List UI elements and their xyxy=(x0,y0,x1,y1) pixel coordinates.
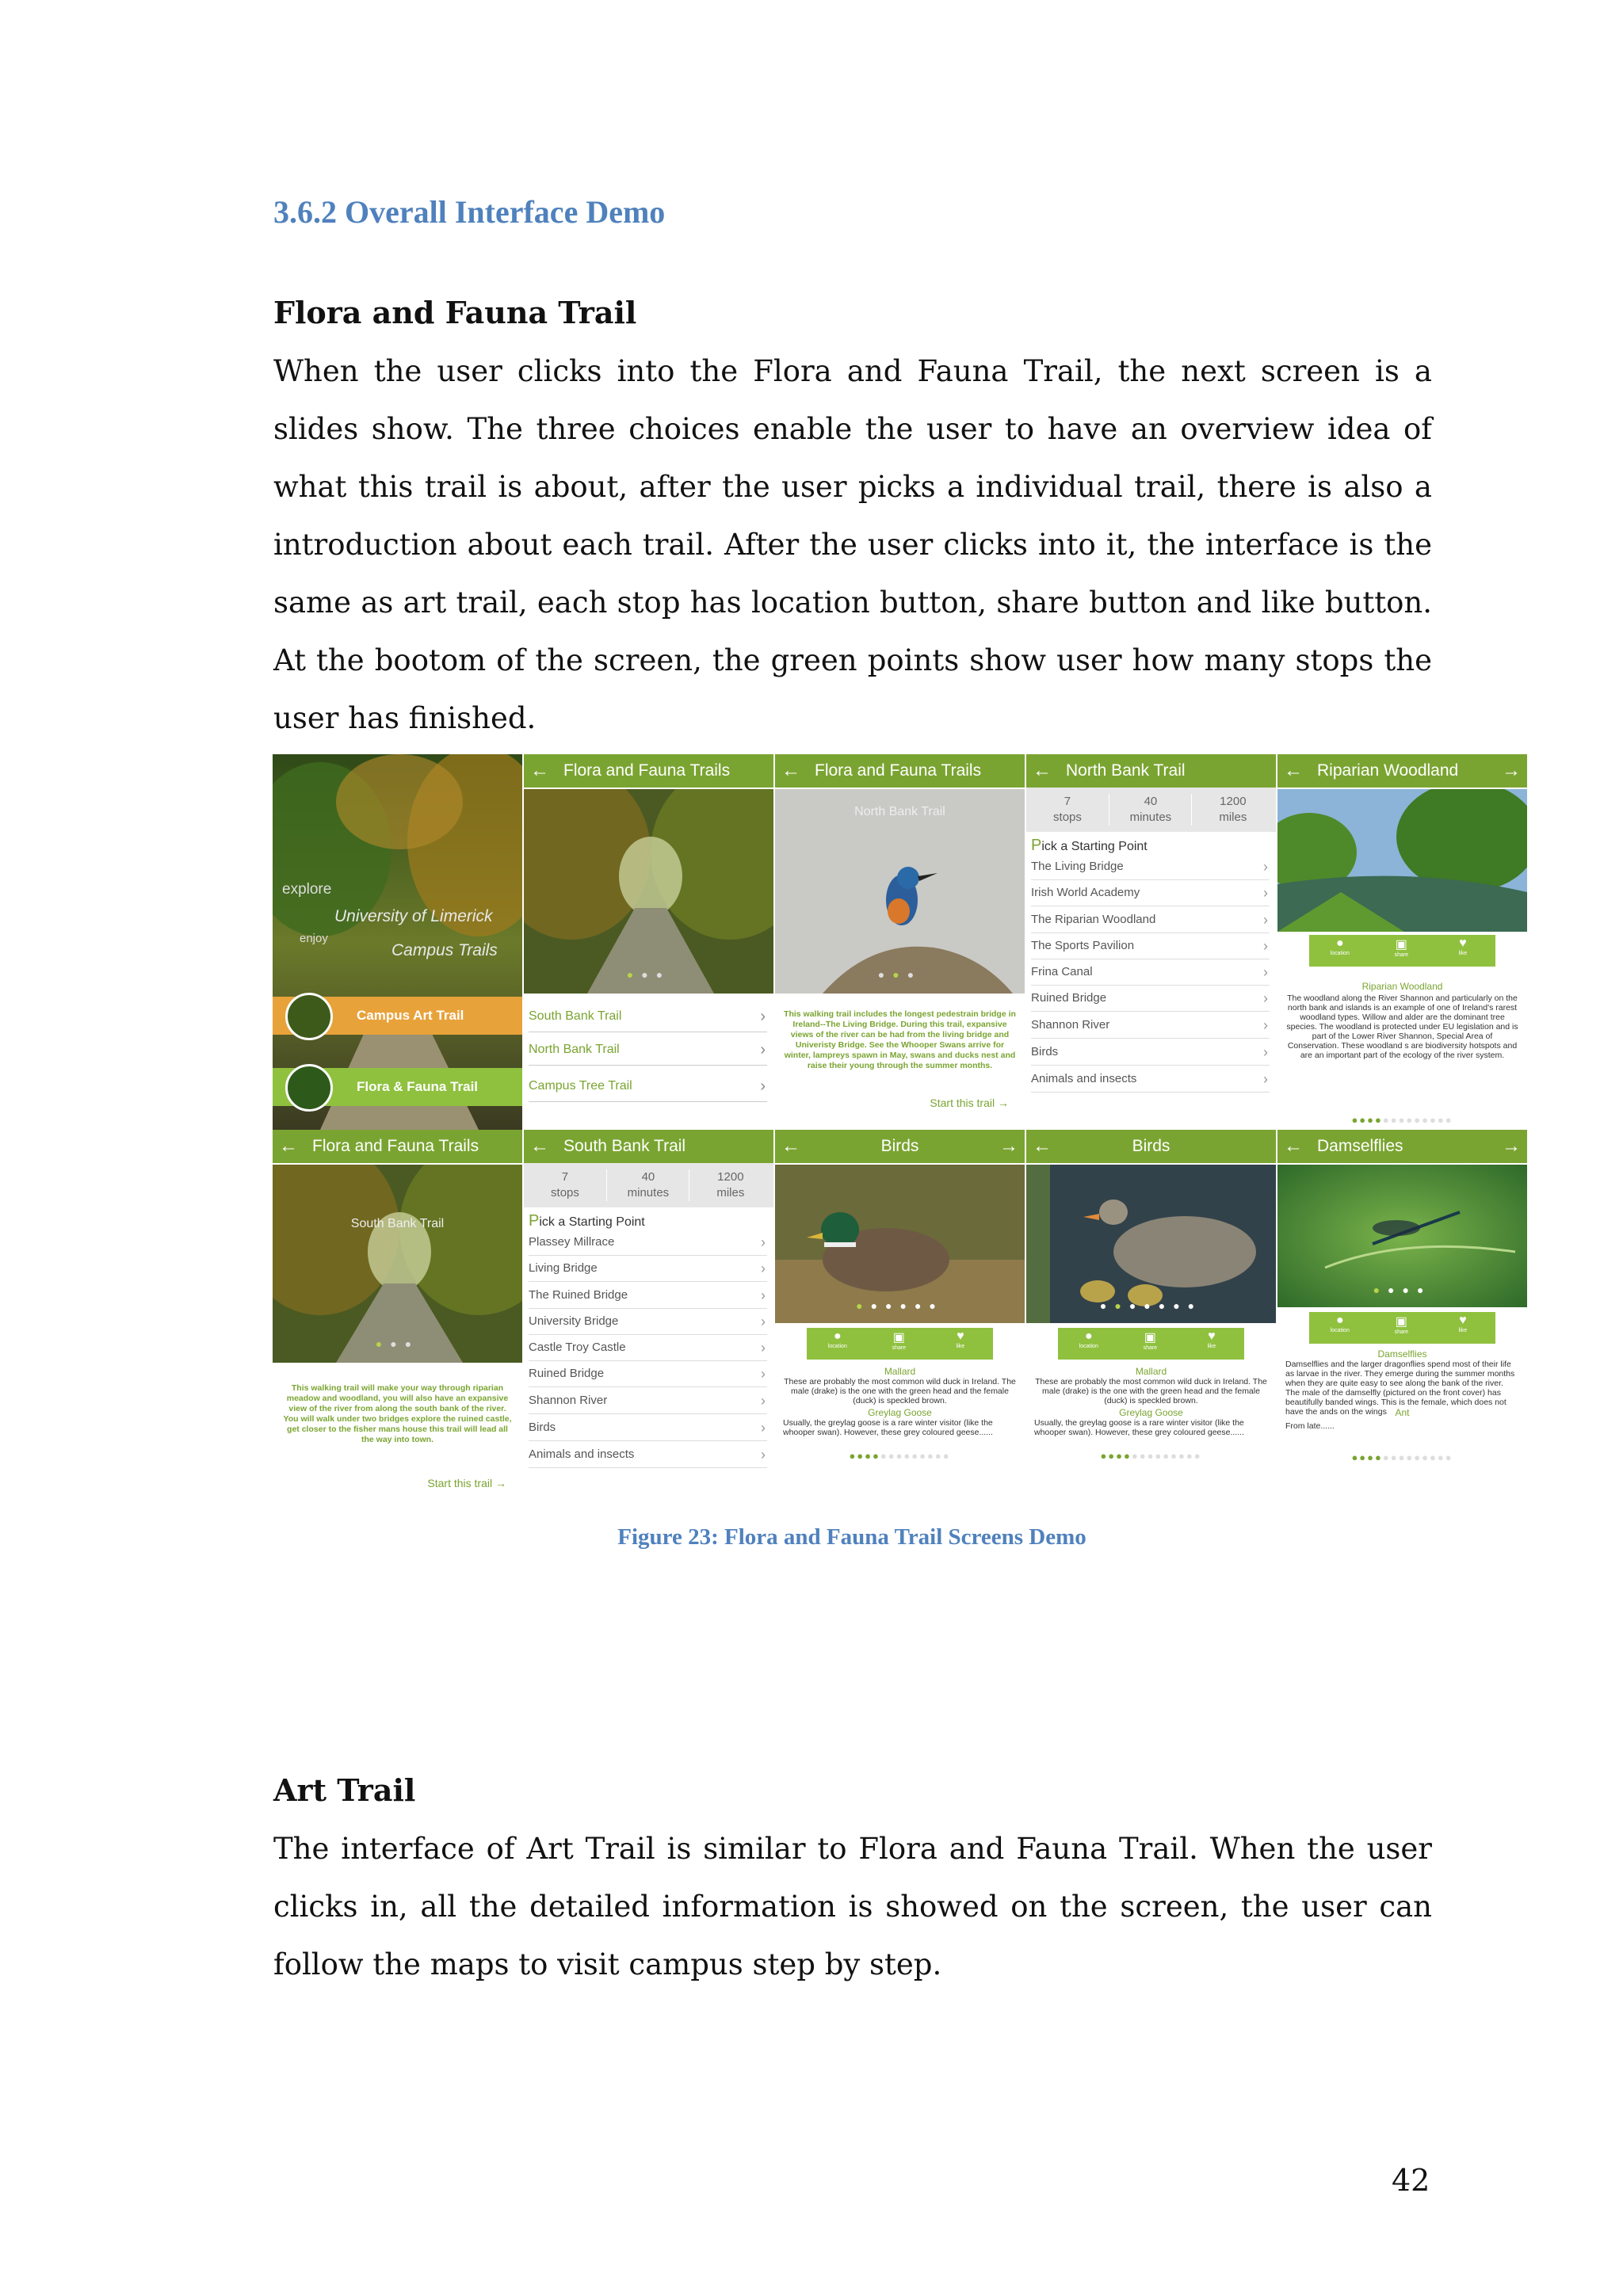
info-text: Damselflies and the larger dragonflies spend most of their life as larvae in the river. They emerge during the summer months when they are quite easy to see along the bank of the river. The male of the damselfly (pictured on the front cover) has beautifully banded wings. This is the female, which does not have the ands on the wings xyxy=(1285,1360,1515,1417)
location-pin-icon: ● xyxy=(1335,1314,1344,1327)
stop-item[interactable]: Birds › xyxy=(529,1415,767,1441)
top-bar xyxy=(1026,754,1276,788)
forward-arrow-icon[interactable]: → xyxy=(1502,1135,1521,1157)
stop-item[interactable]: Irish World Academy › xyxy=(1031,880,1270,906)
info-text: From late...... xyxy=(1285,1421,1335,1431)
bar-title: Birds xyxy=(880,1137,919,1155)
trail-item[interactable]: North Bank Trail › xyxy=(529,1035,767,1066)
trail-stats: 7 stops 40 minutes 1200 miles xyxy=(1026,788,1276,832)
chevron-right-icon: › xyxy=(761,1393,766,1409)
stop-item[interactable]: The Sports Pavilion › xyxy=(1031,933,1270,959)
chevron-right-icon: › xyxy=(761,1447,766,1463)
start-trail-link[interactable]: Start this trail → xyxy=(930,1097,1009,1109)
action-bar xyxy=(1058,1328,1244,1360)
heart-icon: ♥ xyxy=(1208,1329,1216,1343)
share-button[interactable]: ▣ share xyxy=(1143,1331,1158,1351)
stop-progress: ●●●●●●●●●●●●● xyxy=(1351,1114,1453,1126)
chevron-right-icon: › xyxy=(760,1041,766,1058)
back-arrow-icon[interactable]: ← xyxy=(1033,1135,1052,1157)
stop-item[interactable]: Shannon River › xyxy=(1031,1013,1270,1039)
art-trail-avatar xyxy=(285,993,333,1040)
camera-icon: ▣ xyxy=(1395,1315,1407,1329)
back-arrow-icon[interactable]: ← xyxy=(530,1135,549,1157)
info-text: The woodland along the River Shannon and particularly on the north bank and islands is an example of one of Ireland's rarest woodland types. Willow and alder are the dominant tree species. The woodland is protected under EU legislation and is part of the Lower River Shannon, Special Area of Conservation. These woodland s are biodiversity hotspots and are an important part of the ecology of the river system. xyxy=(1286,994,1518,1060)
chevron-right-icon: › xyxy=(1263,1044,1268,1060)
stop-item[interactable]: Shannon River › xyxy=(529,1388,767,1414)
trail-item[interactable]: South Bank Trail › xyxy=(529,1001,767,1032)
share-button[interactable]: ▣ share xyxy=(892,1331,907,1351)
top-bar xyxy=(775,1130,1025,1163)
stop-item[interactable]: Animals and insects › xyxy=(1031,1066,1270,1093)
screen-trail-list xyxy=(524,754,773,1130)
chevron-right-icon: › xyxy=(761,1420,766,1436)
like-button[interactable]: ♥ like xyxy=(1207,1329,1216,1349)
info-text: These are probably the most common wild duck in Ireland. The male (drake) is the one with the green head and the female (duck) is speckled brown. xyxy=(784,1377,1016,1405)
chevron-right-icon: › xyxy=(1263,938,1268,954)
forward-arrow-icon[interactable]: → xyxy=(1502,760,1521,781)
screen-south-bank-intro xyxy=(273,1130,522,1505)
screen-splash xyxy=(273,754,522,1130)
stop-item[interactable]: Living Bridge › xyxy=(529,1256,767,1282)
forest-path-photo xyxy=(273,1165,522,1363)
screen-north-bank-stops xyxy=(1026,754,1276,1130)
info-title: Damselflies xyxy=(1377,1348,1427,1360)
art-heading: Art Trail xyxy=(273,1772,416,1808)
slide-dots: ●●●●●●● xyxy=(1099,1299,1203,1312)
action-bar xyxy=(1309,1312,1495,1344)
camera-icon: ▣ xyxy=(1395,938,1407,952)
location-button[interactable]: ● location xyxy=(1330,936,1350,956)
campus-art-trail-tile[interactable] xyxy=(273,997,522,1035)
camera-icon: ▣ xyxy=(892,1331,905,1344)
chevron-right-icon: › xyxy=(1263,885,1268,901)
chevron-right-icon: › xyxy=(760,1008,766,1025)
explore-text: explore xyxy=(282,881,332,898)
info-title: Riparian Woodland xyxy=(1361,981,1443,992)
stop-item[interactable]: Ruined Bridge › xyxy=(529,1361,767,1387)
flora-paragraph: When the user clicks into the Flora and Fauna Trail, the next screen is a slides show. The three choices enable the user to have an overview idea of what this trail is about, after the user picks a individual trail, there is also a introduction about each trail. After the user clicks into it, the interface is the same as art trail, each stop has location button, share button and like button. At the bootom of the screen, the green points show user how many stops the user has finished. xyxy=(273,354,1432,735)
top-bar xyxy=(1277,754,1527,788)
section-heading: 3.6.2 Overall Interface Demo xyxy=(273,194,666,230)
chevron-right-icon: › xyxy=(1263,1017,1268,1033)
slide-dots: ●●● xyxy=(375,1337,420,1350)
bar-title: Damselflies xyxy=(1317,1137,1403,1155)
bar-title: Riparian Woodland xyxy=(1317,761,1459,780)
stop-progress: ●●●●●●●●●●●●● xyxy=(1351,1451,1453,1463)
stop-item[interactable]: Frina Canal › xyxy=(1031,959,1270,986)
location-button[interactable]: ● location xyxy=(1079,1329,1098,1349)
flora-trail-avatar xyxy=(285,1064,333,1112)
bar-title: Flora and Fauna Trails xyxy=(312,1137,479,1155)
slide-dots: ●●● xyxy=(877,968,922,981)
location-button[interactable]: ● location xyxy=(827,1329,847,1349)
trail-stats: 7 stops 40 minutes 1200 miles xyxy=(524,1163,773,1207)
bar-title: North Bank Trail xyxy=(1066,761,1186,780)
top-bar xyxy=(775,754,1025,788)
back-arrow-icon[interactable]: ← xyxy=(1033,760,1052,781)
chevron-right-icon: › xyxy=(1263,1071,1268,1087)
slide-dots: ●●●● xyxy=(1373,1283,1432,1296)
river-photo xyxy=(1277,789,1527,932)
info-title: Mallard xyxy=(1135,1366,1167,1377)
share-button[interactable]: ▣ share xyxy=(1394,1315,1409,1335)
flora-fauna-trail-label: Flora & Fauna Trail xyxy=(357,1079,479,1094)
stop-progress: ●●●●●●●●●●●●● xyxy=(849,1450,951,1462)
back-arrow-icon[interactable]: ← xyxy=(1284,1135,1303,1157)
arrow-right-icon: → xyxy=(495,1477,506,1489)
slide-dots: ●●● xyxy=(626,968,671,981)
screen-riparian-woodland xyxy=(1277,754,1527,1130)
like-button[interactable]: ♥ like xyxy=(1458,1314,1468,1333)
campus-art-trail-label: Campus Art Trail xyxy=(357,1008,464,1023)
back-arrow-icon[interactable]: ← xyxy=(1284,760,1303,781)
slide-dots: ●●●●●● xyxy=(856,1299,944,1312)
location-pin-icon: ● xyxy=(1335,936,1344,950)
location-pin-icon: ● xyxy=(1084,1329,1093,1343)
chevron-right-icon: › xyxy=(761,1366,766,1382)
chevron-right-icon: › xyxy=(761,1261,766,1276)
info-title: Mallard xyxy=(884,1366,916,1377)
heart-icon: ♥ xyxy=(1459,936,1467,950)
campus-trails-text: Campus Trails xyxy=(391,941,498,959)
screen-birds-greylag xyxy=(1026,1130,1276,1505)
enjoy-text: enjoy xyxy=(300,932,328,945)
bar-title: Birds xyxy=(1132,1137,1170,1155)
art-paragraph: The interface of Art Trail is similar to Flora and Fauna Trail. When the user clicks in, all the detailed information is showed on the screen, the user can follow the maps to visit campus step by step. xyxy=(273,1832,1432,1981)
location-button[interactable]: ● location xyxy=(1330,1314,1350,1333)
photo-label: North Bank Trail xyxy=(854,805,945,818)
stop-item[interactable]: The Ruined Bridge › xyxy=(529,1283,767,1309)
top-bar xyxy=(1277,1130,1527,1163)
forward-arrow-icon[interactable]: → xyxy=(999,1135,1018,1157)
stop-item[interactable]: Animals and insects › xyxy=(529,1442,767,1468)
chevron-right-icon: › xyxy=(1263,964,1268,980)
back-arrow-icon[interactable]: ← xyxy=(781,1135,800,1157)
screen-north-bank-intro xyxy=(775,754,1025,1130)
chevron-right-icon: › xyxy=(1263,912,1268,928)
trail-item[interactable]: Campus Tree Trail › xyxy=(529,1071,767,1102)
share-button[interactable]: ▣ share xyxy=(1394,938,1409,958)
bar-title: Flora and Fauna Trails xyxy=(815,761,982,780)
info-text: Usually, the greylag goose is a rare winter visitor (like the whooper swan). However, these grey coloured geese...... xyxy=(783,1418,993,1437)
pick-start-heading: Pick a Starting Point xyxy=(1031,837,1148,854)
action-bar xyxy=(807,1328,993,1360)
university-text: University of Limerick xyxy=(334,907,493,925)
bar-title: South Bank Trail xyxy=(563,1137,686,1155)
info-title: Ant xyxy=(1395,1407,1410,1418)
heart-icon: ♥ xyxy=(957,1329,964,1343)
top-bar xyxy=(524,1130,773,1163)
action-bar xyxy=(1309,935,1495,967)
top-bar xyxy=(524,754,773,788)
chevron-right-icon: › xyxy=(760,1077,766,1095)
screen-birds-mallard xyxy=(775,1130,1025,1505)
trail-description: This walking trail will make your way through riparian meadow and woodland, you will also have an expansive view of the river from along the south bank of the river. You will walk under two bridges explore the ruined castle, get closer to the fisher mans house this trail will lead all the way into town. xyxy=(283,1383,512,1444)
screen-damselflies xyxy=(1277,1130,1527,1505)
info-text: These are probably the most common wild duck in Ireland. The male (drake) is the one with the green head and the female (duck) is speckled brown. xyxy=(1035,1377,1267,1405)
info-title: Greylag Goose xyxy=(868,1407,932,1418)
stop-item[interactable]: Castle Troy Castle › xyxy=(529,1335,767,1361)
stop-item[interactable]: Ruined Bridge › xyxy=(1031,986,1270,1012)
back-arrow-icon[interactable]: ← xyxy=(781,760,800,781)
page-number: 42 xyxy=(1392,2163,1430,2198)
back-arrow-icon[interactable]: ← xyxy=(279,1135,298,1157)
like-button[interactable]: ♥ like xyxy=(1458,936,1468,956)
location-pin-icon: ● xyxy=(833,1329,842,1343)
chevron-right-icon: › xyxy=(761,1234,766,1250)
bar-title: Flora and Fauna Trails xyxy=(563,761,731,780)
stop-item[interactable]: The Riparian Woodland › xyxy=(1031,907,1270,933)
figure-caption: Figure 23: Flora and Fauna Trail Screens Demo xyxy=(617,1524,1086,1550)
flora-heading: Flora and Fauna Trail xyxy=(273,295,637,330)
stop-item[interactable]: Plassey Millrace › xyxy=(529,1230,767,1256)
start-trail-link[interactable]: Start this trail → xyxy=(427,1477,506,1489)
photo-label: South Bank Trail xyxy=(350,1217,445,1230)
stop-progress: ●●●●●●●●●●●●● xyxy=(1100,1450,1202,1462)
chevron-right-icon: › xyxy=(761,1314,766,1329)
figure-screens xyxy=(273,754,1528,1505)
chevron-right-icon: › xyxy=(761,1287,766,1303)
forest-path-photo xyxy=(524,789,773,994)
heart-icon: ♥ xyxy=(1459,1314,1467,1327)
kingfisher-photo xyxy=(775,789,1025,994)
screen-south-bank-stops xyxy=(524,1130,773,1505)
top-bar xyxy=(1026,1130,1276,1163)
pick-start-heading: Pick a Starting Point xyxy=(529,1212,645,1230)
back-arrow-icon[interactable]: ← xyxy=(530,760,549,781)
chevron-right-icon: › xyxy=(1263,859,1268,875)
top-bar xyxy=(273,1130,522,1163)
chevron-right-icon: › xyxy=(761,1340,766,1356)
stop-item[interactable]: University Bridge › xyxy=(529,1309,767,1335)
stop-item[interactable]: The Living Bridge › xyxy=(1031,854,1270,880)
stop-item[interactable]: Birds › xyxy=(1031,1039,1270,1066)
flora-fauna-trail-tile[interactable] xyxy=(273,1068,522,1106)
chevron-right-icon: › xyxy=(1263,990,1268,1006)
info-title: Greylag Goose xyxy=(1119,1407,1183,1418)
info-text: Usually, the greylag goose is a rare winter visitor (like the whooper swan). However, these grey coloured geese...... xyxy=(1034,1418,1244,1437)
like-button[interactable]: ♥ like xyxy=(956,1329,965,1349)
camera-icon: ▣ xyxy=(1144,1331,1156,1344)
arrow-right-icon: → xyxy=(998,1097,1009,1109)
trail-description: This walking trail includes the longest pedestrain bridge in Ireland--The Living Bridge. During this trail, expansive views of the river can be had from the living bridge and Univeristy Bridge. See the Whooper Swans arrive for winter, lampreys spawn in May, swans and ducks nest and raise their young through the summer months. xyxy=(784,1009,1016,1070)
